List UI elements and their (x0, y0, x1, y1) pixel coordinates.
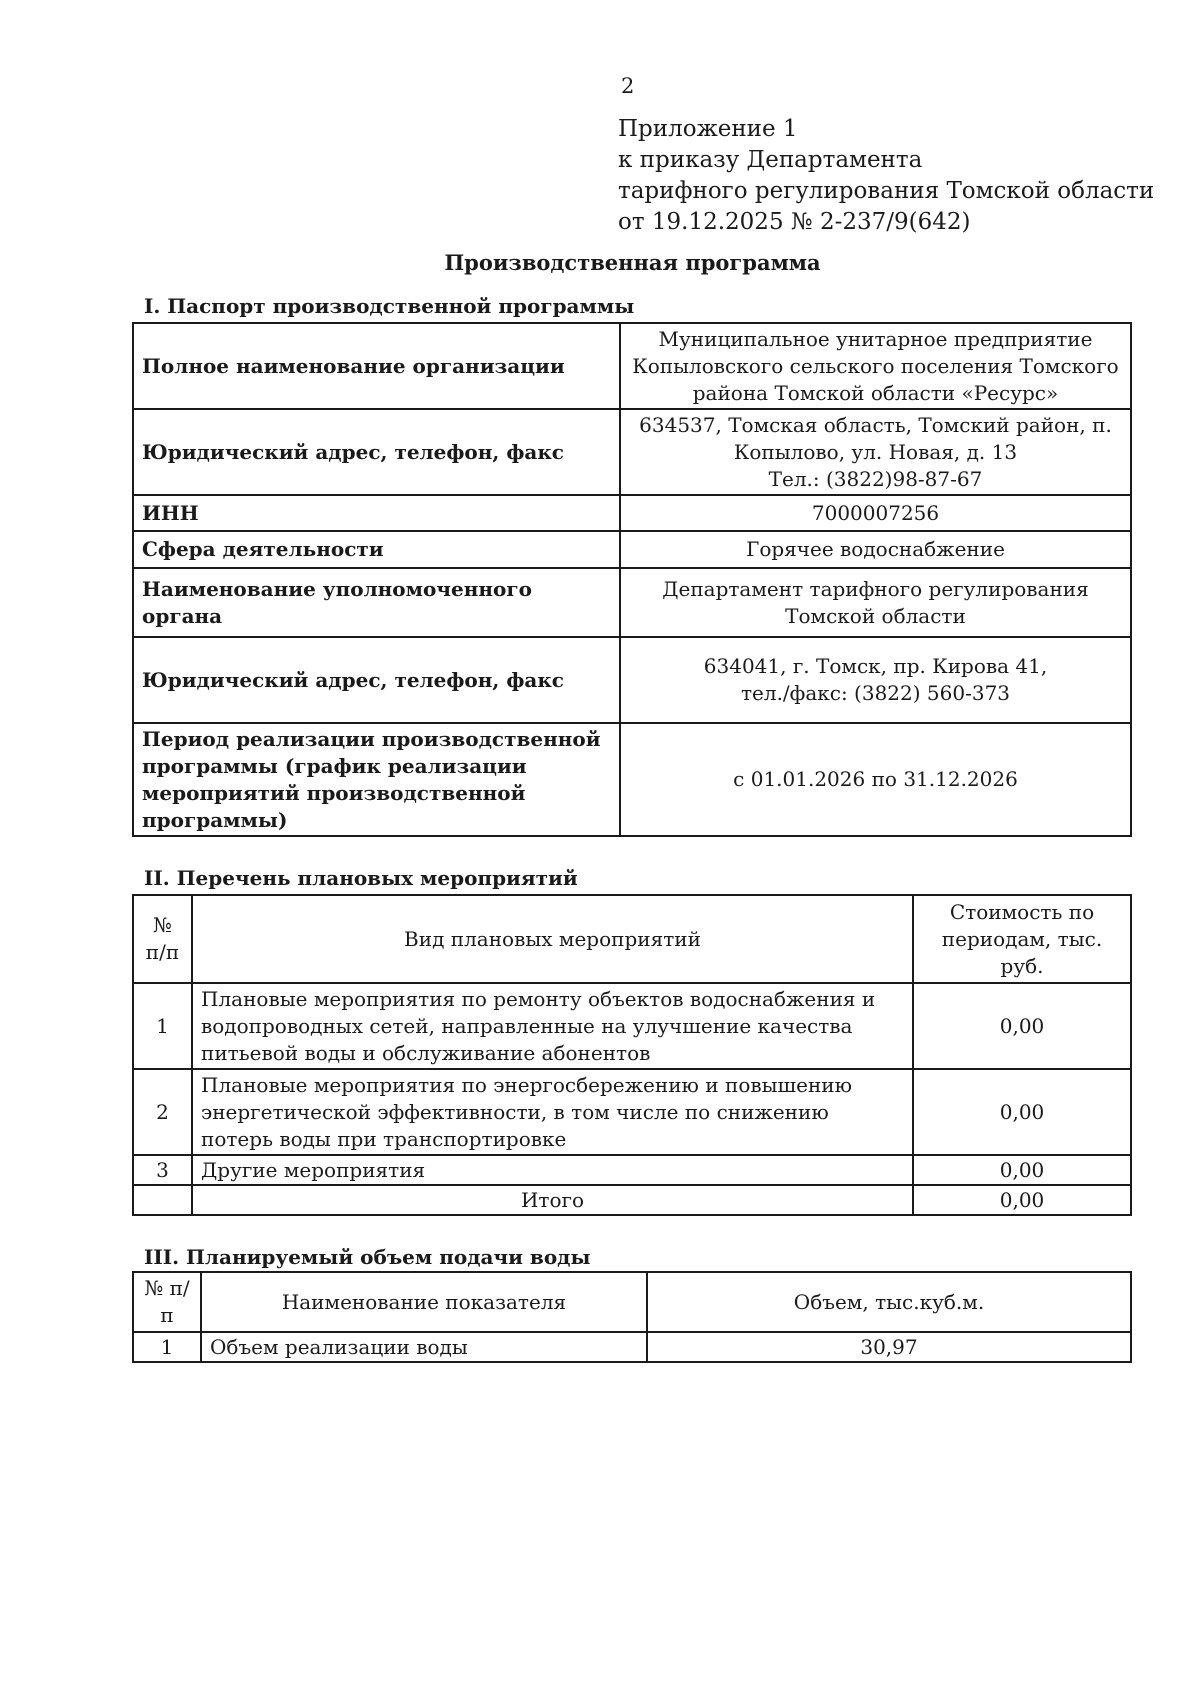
row-volume: 30,97 (647, 1332, 1131, 1362)
row-label: Полное наименование организации (133, 323, 620, 409)
row-num: 1 (133, 983, 192, 1069)
row-name: Объем реализации воды (201, 1332, 647, 1362)
value-line: Копыловского сельского поселения Томского (632, 353, 1119, 378)
column-header-name: Наименование показателя (201, 1272, 647, 1332)
table-row (133, 1332, 1131, 1362)
total-label: Итого (192, 1185, 913, 1215)
appendix-header (618, 114, 1154, 238)
table-row (133, 637, 1131, 723)
table-row (133, 531, 1131, 568)
value-line: Департамент тарифного регулирования (662, 576, 1089, 601)
appendix-line: от 19.12.2025 № 2-237/9(642) (618, 209, 971, 235)
table-row (133, 409, 1131, 495)
row-value (620, 495, 1131, 531)
row-num: 2 (133, 1069, 192, 1155)
value-line: Томской области (785, 603, 966, 628)
row-value (620, 637, 1131, 723)
table-row (133, 1069, 1131, 1155)
row-label: Сфера деятельности (133, 531, 620, 568)
table-row (133, 323, 1131, 409)
page-number: 2 (621, 74, 635, 98)
column-header-cost: Стоимость по периодам, тыс. руб. (913, 895, 1131, 983)
volume-table (132, 1271, 1132, 1363)
row-value (620, 723, 1131, 836)
column-header-num: № п/п (133, 1272, 201, 1332)
value-line: 7000007256 (811, 500, 940, 525)
appendix-line: тарифного регулирования Томской области (618, 178, 1155, 204)
row-name: Плановые мероприятия по энергосбережению и повышению энергетической эффективности, в том числе по снижению потерь воды при транспортировке (192, 1069, 913, 1155)
table-header-row (133, 895, 1131, 983)
value-line: Тел.: (3822)98-87-67 (768, 466, 983, 491)
passport-table (132, 322, 1132, 837)
table-header-row (133, 1272, 1131, 1332)
row-name: Другие мероприятия (192, 1155, 913, 1185)
section-heading: I. Паспорт производственной программы (144, 294, 635, 318)
column-header-num: № п/п (133, 895, 192, 983)
row-label: Юридический адрес, телефон, факс (133, 637, 620, 723)
table-total-row (133, 1185, 1131, 1215)
value-line: района Томской области «Ресурс» (692, 380, 1059, 405)
row-name: Плановые мероприятия по ремонту объектов водоснабжения и водопроводных сетей, направленные на улучшение качества питьевой воды и обслуживание абонентов (192, 983, 913, 1069)
row-cost: 0,00 (913, 983, 1131, 1069)
document-title: Производственная программа (444, 250, 821, 275)
appendix-line: к приказу Департамента (618, 147, 923, 173)
section-heading: III. Планируемый объем подачи воды (144, 1245, 591, 1269)
row-value (620, 568, 1131, 637)
value-line: Муниципальное унитарное предприятие (658, 326, 1093, 351)
column-header-type: Вид плановых мероприятий (192, 895, 913, 983)
row-value (620, 409, 1131, 495)
section-heading: II. Перечень плановых мероприятий (144, 866, 578, 890)
value-line: 634537, Томская область, Томский район, п. (639, 412, 1112, 437)
value-line: Копылово, ул. Новая, д. 13 (733, 439, 1018, 464)
row-cost: 0,00 (913, 1069, 1131, 1155)
value-line: Горячее водоснабжение (746, 537, 1005, 561)
value-line: 634041, г. Томск, пр. Кирова 41, (703, 654, 1048, 678)
row-cost: 0,00 (913, 1155, 1131, 1185)
table-row (133, 568, 1131, 637)
table-row (133, 723, 1131, 836)
row-value (620, 531, 1131, 568)
row-label: Период реализации производственной программы (график реализации мероприятий производственной программы) (133, 723, 620, 836)
table-row (133, 1155, 1131, 1185)
table-row (133, 983, 1131, 1069)
value-line: с 01.01.2026 по 31.12.2026 (733, 767, 1018, 791)
appendix-line: Приложение 1 (618, 116, 798, 142)
measures-table (132, 894, 1132, 1216)
row-num: 1 (133, 1332, 201, 1362)
value-line: тел./факс: (3822) 560-373 (740, 681, 1011, 705)
row-num: 3 (133, 1155, 192, 1185)
table-row (133, 495, 1131, 531)
row-label: ИНН (133, 495, 620, 531)
total-cost: 0,00 (913, 1185, 1131, 1215)
row-label: Юридический адрес, телефон, факс (133, 409, 620, 495)
row-value (620, 323, 1131, 409)
row-label: Наименование уполномоченного органа (133, 568, 620, 637)
total-empty-cell (133, 1185, 192, 1215)
column-header-volume: Объем, тыс.куб.м. (647, 1272, 1131, 1332)
